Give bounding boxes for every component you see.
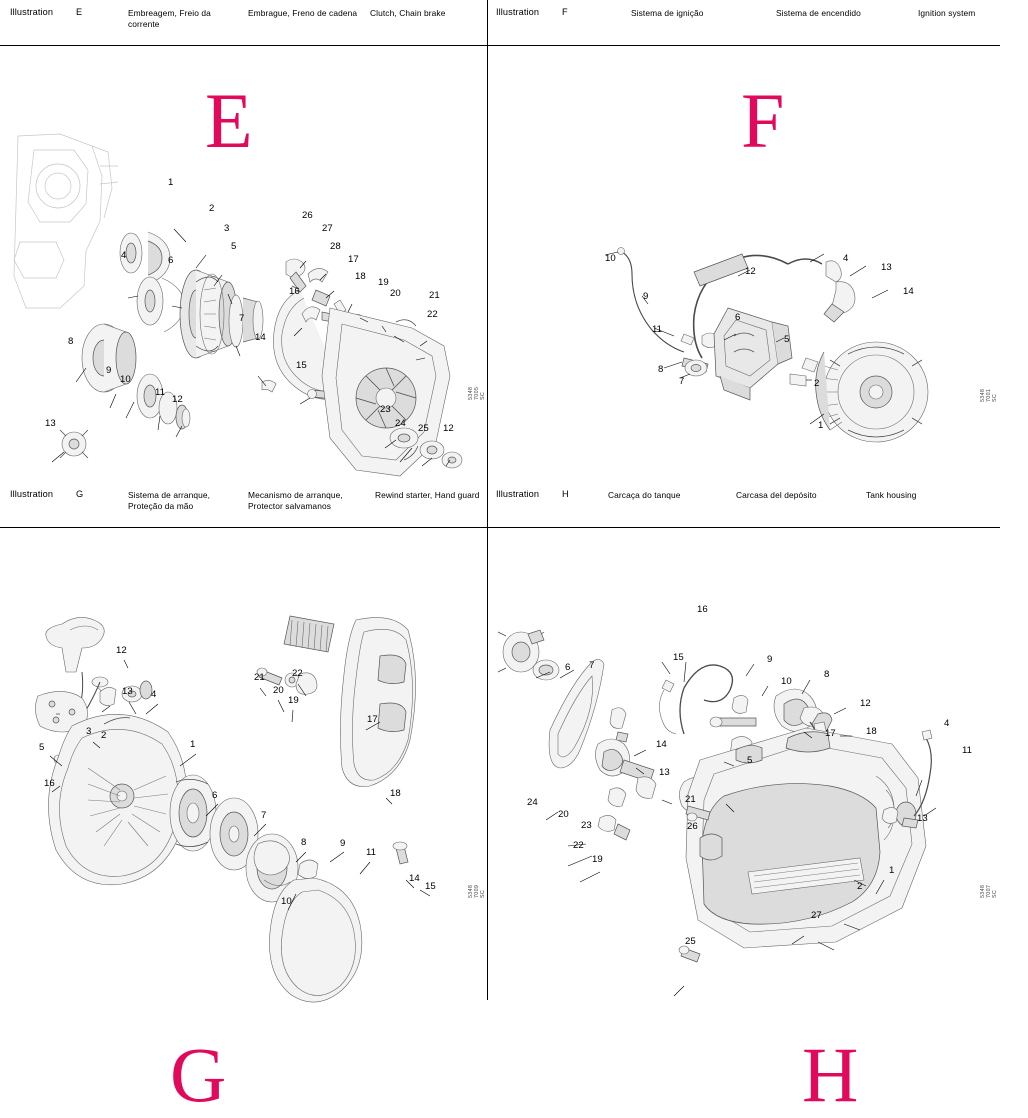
callout-number: 6	[168, 255, 174, 266]
panel-e-title-es: Embrague, Freno de cadena	[248, 8, 358, 18]
panel-e-illustration-id: E	[76, 7, 83, 17]
callout-number: 2	[857, 881, 863, 892]
panel-g-title-pt: Sistema de arranque, Proteção da mão	[128, 490, 211, 511]
callout-number: 10	[281, 896, 292, 907]
callout-number: 21	[429, 290, 440, 301]
callout-number: 13	[659, 767, 670, 778]
callout-number: 11	[652, 324, 662, 335]
callout-number: 11	[962, 745, 972, 756]
callout-number: 20	[273, 685, 284, 696]
callout-number: 25	[418, 423, 429, 434]
callout-number: 9	[340, 838, 346, 849]
panel-h-title-pt: Carcaça do tanque	[608, 490, 681, 500]
callout-number: 4	[843, 253, 849, 264]
callout-number: 22	[427, 309, 438, 320]
callout-number: 17	[348, 254, 359, 265]
callout-number: 17	[825, 728, 836, 739]
callout-number: 16	[697, 604, 708, 615]
callout-number: 14	[255, 332, 266, 343]
callout-number: 14	[903, 286, 914, 297]
callout-number: 23	[380, 404, 391, 415]
panel-f-title-pt: Sistema de ignição	[631, 8, 704, 18]
callout-number: 12	[860, 698, 871, 709]
panel-e-drawing-code: 5348 7005 SC	[468, 386, 486, 400]
callout-number: 16	[289, 286, 300, 297]
callout-number: 21	[685, 794, 696, 805]
panel-e-header	[0, 0, 487, 46]
panel-h-letter: H	[802, 1031, 859, 1118]
callout-number: 1	[889, 865, 895, 876]
callout-number: 12	[443, 423, 454, 434]
callout-number: 1	[818, 420, 824, 431]
callout-number: 8	[301, 837, 307, 848]
panel-e-illustration-label: Illustration	[10, 7, 54, 17]
callout-number: 10	[605, 253, 616, 264]
callout-number: 1	[168, 177, 174, 188]
callout-number: 11	[155, 387, 165, 398]
panel-f-drawing-code: 5348 7001 SC	[980, 388, 998, 402]
callout-number: 2	[209, 203, 215, 214]
callout-number: 4	[944, 718, 950, 729]
callout-number: 20	[558, 809, 569, 820]
callout-number: 19	[592, 854, 603, 865]
panel-illustration-f	[487, 0, 1000, 482]
panel-f-illustration-id: F	[562, 7, 568, 17]
panel-g-letter: G	[170, 1031, 227, 1118]
panel-e-letter: E	[205, 77, 253, 164]
callout-number: 28	[330, 241, 341, 252]
callout-number: 18	[390, 788, 401, 799]
callout-number: 25	[685, 936, 696, 947]
panel-f-letter: F	[741, 77, 785, 164]
panel-h-title-en: Tank housing	[866, 490, 917, 500]
panel-f-title-en: Ignition system	[918, 8, 976, 18]
callout-number: 22	[573, 840, 584, 851]
panel-f-artwork	[488, 46, 1001, 482]
callout-number: 4	[121, 250, 127, 261]
callout-number: 3	[86, 726, 92, 737]
callout-number: 13	[881, 262, 892, 273]
panel-h-illustration-label: Illustration	[496, 489, 540, 499]
callout-number: 7	[589, 660, 595, 671]
callout-number: 24	[395, 418, 406, 429]
callout-number: 12	[745, 266, 756, 277]
callout-number: 21	[254, 672, 265, 683]
callout-number: 2	[814, 378, 820, 389]
callout-number: 27	[811, 910, 822, 921]
callout-number: 13	[917, 813, 928, 824]
callout-number: 6	[735, 312, 741, 323]
callout-number: 12	[116, 645, 127, 656]
panel-g-title-es: Mecanismo de arranque, Protector salvamanos	[248, 490, 343, 511]
callout-number: 3	[224, 223, 230, 234]
callout-number: 13	[122, 686, 133, 697]
callout-number: 23	[581, 820, 592, 831]
callout-number: 8	[658, 364, 664, 375]
callout-number: 15	[673, 652, 684, 663]
panel-illustration-e	[0, 0, 487, 482]
callout-number: 2	[101, 730, 107, 741]
callout-number: 15	[425, 881, 436, 892]
callout-number: 5	[231, 241, 237, 252]
callout-number: 19	[378, 277, 389, 288]
panel-f-title-es: Sistema de encendido	[776, 8, 861, 18]
callout-number: 26	[302, 210, 313, 221]
callout-number: 8	[824, 669, 830, 680]
callout-number: 19	[288, 695, 299, 706]
panel-g-drawing-code: 5348 7009 SC	[468, 884, 486, 898]
callout-number: 27	[322, 223, 333, 234]
callout-number: 7	[679, 376, 685, 387]
callout-number: 5	[747, 755, 753, 766]
panel-illustration-h	[487, 482, 1000, 1118]
panel-e-artwork	[0, 46, 487, 482]
callout-number: 12	[172, 394, 183, 405]
callout-number: 5	[784, 334, 790, 345]
panel-g-illustration-id: G	[76, 489, 84, 499]
panel-h-artwork	[488, 528, 1001, 1000]
callout-number: 7	[261, 810, 267, 821]
panel-h-title-es: Carcasa del depósito	[736, 490, 817, 500]
callout-number: 13	[45, 418, 56, 429]
panel-illustration-g	[0, 482, 487, 1118]
panel-e-title-en: Clutch, Chain brake	[370, 8, 446, 18]
callout-number: 14	[409, 873, 420, 884]
panel-h-header	[488, 482, 1000, 528]
panel-e-title-pt: Embreagem, Freio da corrente	[128, 8, 211, 29]
callout-number: 22	[292, 668, 303, 679]
callout-number: 6	[212, 790, 218, 801]
callout-number: 11	[366, 847, 376, 858]
panel-g-illustration-label: Illustration	[10, 489, 54, 499]
callout-number: 4	[151, 689, 157, 700]
panel-h-drawing-code: 5348 7007 SC	[980, 884, 998, 898]
callout-number: 18	[355, 271, 366, 282]
callout-number: 7	[239, 313, 245, 324]
panel-h-illustration-id: H	[562, 489, 569, 499]
callout-number: 6	[565, 662, 571, 673]
callout-number: 18	[866, 726, 877, 737]
panel-g-artwork	[0, 528, 487, 1000]
callout-number: 10	[120, 374, 131, 385]
callout-number: 9	[767, 654, 773, 665]
callout-number: 8	[68, 336, 74, 347]
callout-number: 15	[296, 360, 307, 371]
panel-f-illustration-label: Illustration	[496, 7, 540, 17]
callout-number: 9	[643, 291, 649, 302]
callout-number: 14	[656, 739, 667, 750]
callout-number: 5	[39, 742, 45, 753]
callout-number: 17	[367, 714, 378, 725]
callout-number: 24	[527, 797, 538, 808]
callout-number: 20	[390, 288, 401, 299]
callout-number: 9	[106, 365, 112, 376]
callout-number: 10	[781, 676, 792, 687]
callout-number: 16	[44, 778, 55, 789]
panel-g-title-en: Rewind starter, Hand guard	[375, 490, 480, 500]
callout-number: 26	[687, 821, 698, 832]
panel-f-header	[488, 0, 1000, 46]
panel-g-header	[0, 482, 487, 528]
callout-number: 1	[190, 739, 196, 750]
